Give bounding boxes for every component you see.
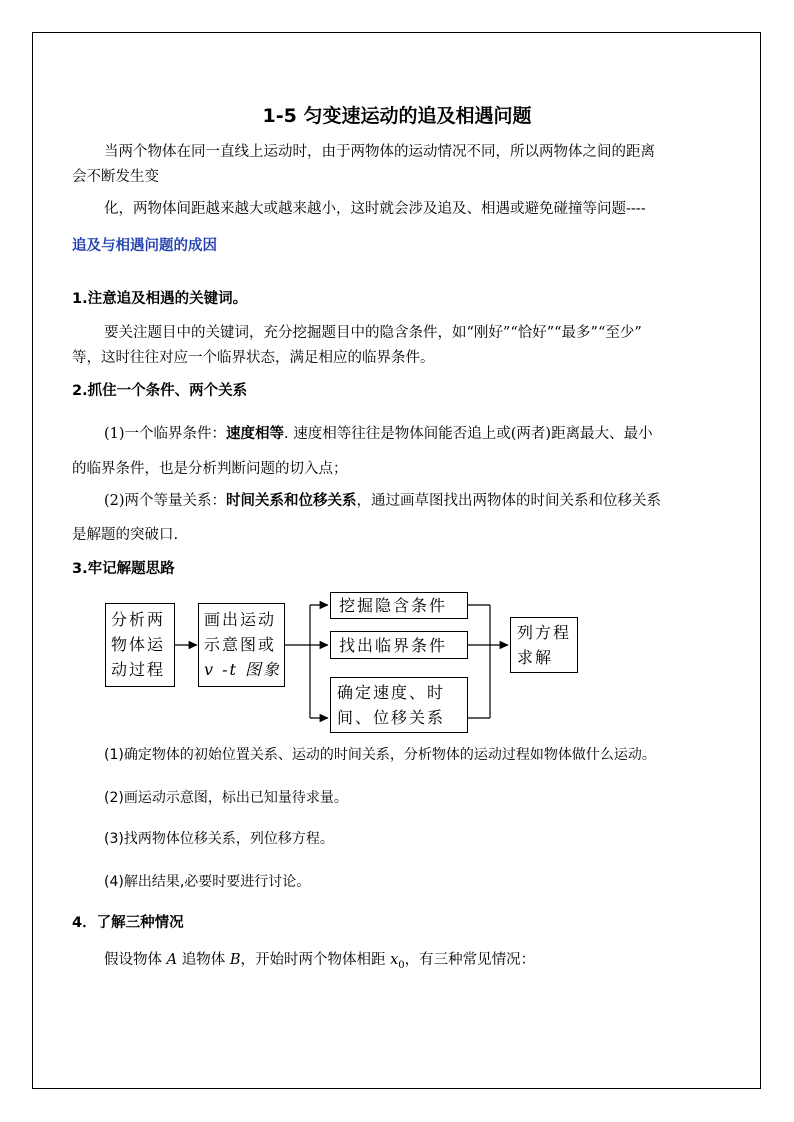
section-3-heading: 3.牢记解题思路 [72, 561, 175, 577]
step-4: (4)解出结果,必要时要进行讨论。 [104, 874, 311, 890]
section-cause-heading: 追及与相遇问题的成因 [72, 238, 217, 254]
box-1-line-1: 分析两 [111, 610, 166, 629]
box-6-line-2: 求解 [517, 648, 554, 667]
intro-line-3: 化，两物体间距越来越大或越来越小，这时就会涉及追及、相遇或避免碰撞等问题---- [104, 201, 646, 217]
flow-box-relations [330, 677, 468, 733]
intro-line-1: 当两个物体在同一直线上运动时，由于两物体的运动情况不同，所以两物体之间的距离 [104, 144, 655, 160]
item-2-rest: ，通过画草图找出两物体的时间关系和位移关系 [356, 493, 662, 509]
section-4-paragraph [104, 950, 535, 976]
s4-text-4: ，有三种常见情况： [404, 952, 536, 968]
step-2: (2)画运动示意图，标出已知量待求量。 [104, 790, 348, 806]
variable-x: x [390, 952, 399, 968]
box-1-line-2: 物体运 [111, 635, 166, 654]
page-title: 1-5 匀变速运动的追及相遇问题 [262, 105, 532, 127]
flow-box-draw-diagram [198, 603, 285, 687]
box-4-label: 找出临界条件 [339, 635, 448, 655]
variable-a: A [166, 952, 178, 968]
box-2-line-3: v -t 图象 [204, 660, 282, 679]
item-1-rest: . 速度相等往往是物体间能否追上或(两者)距离最大、最小 [284, 426, 653, 442]
flow-box-analyze-motion [105, 603, 175, 687]
section-2-item-1-line-2: 的临界条件，也是分析判断问题的切入点； [72, 461, 348, 477]
box-5-line-2: 间、位移关系 [337, 708, 446, 727]
s4-text-2: 追物体 [177, 952, 230, 968]
step-1: (1)确定物体的初始位置关系、运动的时间关系，分析物体的运动过程如物体做什么运动。 [104, 747, 656, 763]
section-1-paragraph-line-2: 等，这时往往对应一个临界状态，满足相应的临界条件。 [72, 350, 435, 366]
flow-box-hidden-conditions [330, 592, 468, 619]
variable-b: B [229, 952, 241, 968]
flow-box-solve [510, 617, 578, 673]
item-1-prefix: (1)一个临界条件： [104, 426, 227, 442]
section-2-heading: 2.抓住一个条件、两个关系 [72, 383, 248, 399]
s4-text-1: 假设物体 [104, 952, 167, 968]
box-5-line-1: 确定速度、时 [337, 683, 446, 702]
box-3-label: 挖掘隐含条件 [339, 596, 448, 615]
section-1-heading: 1.注意追及相遇的关键词。 [72, 291, 248, 307]
step-3: (3)找两物体位移关系，列位移方程。 [104, 831, 334, 847]
s4-text-3: ，开始时两个物体相距 [240, 952, 391, 968]
section-1-paragraph-line-1: 要关注题目中的关键词，充分挖掘题目中的隐含条件，如“刚好”“恰好”“最多”“至少” [104, 325, 642, 341]
item-1-bold-term: 速度相等 [226, 426, 285, 442]
flow-box-critical-conditions [330, 631, 468, 659]
intro-line-2: 会不断发生变 [72, 169, 159, 185]
section-2-item-2-line-2: 是解题的突破口. [72, 527, 179, 543]
box-6-line-1: 列方程 [517, 623, 572, 642]
item-2-bold-term: 时间关系和位移关系 [226, 493, 357, 509]
box-2-line-1: 画出运动 [204, 610, 277, 629]
box-2-line-2: 示意图或 [204, 635, 277, 654]
box-1-line-3: 动过程 [111, 660, 166, 679]
section-4-heading: 4．了解三种情况 [72, 915, 184, 931]
variable-x-subscript: 0 [398, 959, 405, 971]
item-2-prefix: (2)两个等量关系： [104, 493, 227, 509]
